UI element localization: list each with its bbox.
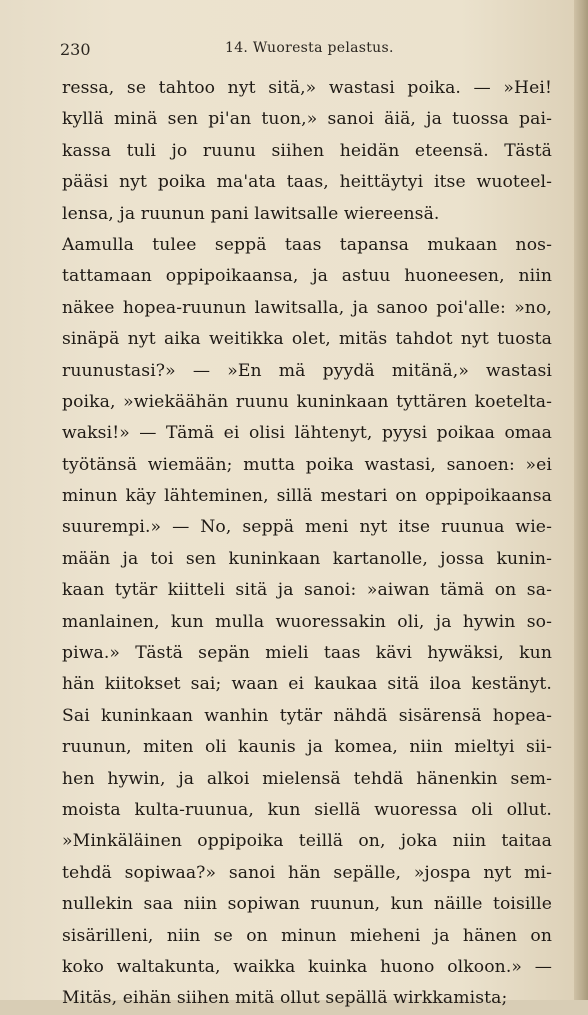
text-line: ruunun, miten oli kaunis ja komea, niin mieltyi sii- xyxy=(62,737,552,758)
text-line: Mitäs, eihän siihen mitä ollut sepällä wirkkamista; xyxy=(62,988,508,1009)
text-line: Sai kuninkaan wanhin tytär nähdä sisärensä hopea- xyxy=(62,705,552,726)
text-line: kassa tuli jo ruunu siihen heidän eteensä. Tästä xyxy=(62,140,552,161)
text-line: suurempi.» — No, seppä meni nyt itse ruunua wie- xyxy=(62,517,552,538)
text-line: kyllä minä sen pi'an tuon,» sanoi äiä, ja tuossa pai- xyxy=(62,109,552,130)
text-line: waksi!» — Tämä ei olisi lähtenyt, pyysi poikaa omaa xyxy=(62,423,552,444)
text-line: hen hywin, ja alkoi mielensä tehdä hänenkin sem- xyxy=(62,768,552,789)
text-line: manlainen, kun mulla wuoressakin oli, ja hywin so- xyxy=(62,611,552,632)
text-line: poika, »wiekäähän ruunu kuninkaan tyttären koetelta- xyxy=(62,391,552,412)
running-title: 14. Wuoresta pelastus. xyxy=(225,40,394,56)
text-line: hän kiitokset sai; waan ei kaukaa sitä iloa kestänyt. xyxy=(62,674,552,695)
text-line: ressa, se tahtoo nyt sitä,» wastasi poika. — »Hei! xyxy=(62,78,552,98)
text-line: piwa.» Tästä sepän mieli taas kävi hywäksi, kun xyxy=(62,643,552,664)
text-line: sisärilleni, niin se on minun mieheni ja hänen on xyxy=(62,925,552,946)
text-line: lensa, ja ruunun pani lawitsalle wiereensä. xyxy=(62,203,440,224)
text-line: työtänsä wiemään; mutta poika wastasi, sanoen: »ei xyxy=(62,454,552,475)
page-number: 230 xyxy=(60,40,91,59)
text-line: koko waltakunta, waikka kuinka huono olkoon.» — xyxy=(62,956,552,977)
body-text xyxy=(62,73,552,1015)
text-line: Aamulla tulee seppä taas tapansa mukaan nos- xyxy=(62,234,552,255)
text-line: pääsi nyt poika ma'ata taas, heittäytyi itse wuoteel- xyxy=(62,172,552,193)
text-line: minun käy lähteminen, sillä mestari on oppipoikaansa xyxy=(62,486,552,507)
text-line: tattamaan oppipoikaansa, ja astuu huoneesen, niin xyxy=(62,266,552,287)
text-line: nullekin saa niin sopiwan ruunun, kun näille toisille xyxy=(62,894,552,915)
page-gutter-edge xyxy=(574,0,588,1000)
text-line: näkee hopea-ruunun lawitsalla, ja sanoo poi'alle: »no, xyxy=(62,297,552,318)
text-line: »Minkäläinen oppipoika teillä on, joka niin taitaa xyxy=(62,831,552,852)
page-header xyxy=(60,40,560,62)
text-line: moista kulta-ruunua, kun siellä wuoressa oli ollut. xyxy=(62,799,552,820)
text-line: sinäpä nyt aika weitikka olet, mitäs tahdot nyt tuosta xyxy=(62,329,552,350)
text-line: tehdä sopiwaa?» sanoi hän sepälle, »jospa nyt mi- xyxy=(62,862,552,883)
text-line: kaan tytär kiitteli sitä ja sanoi: »aiwan tämä on sa- xyxy=(62,580,552,601)
text-line: ruunustasi?» — »En mä pyydä mitänä,» wastasi xyxy=(62,360,552,381)
text-line: mään ja toi sen kuninkaan kartanolle, jossa kunin- xyxy=(62,548,552,569)
